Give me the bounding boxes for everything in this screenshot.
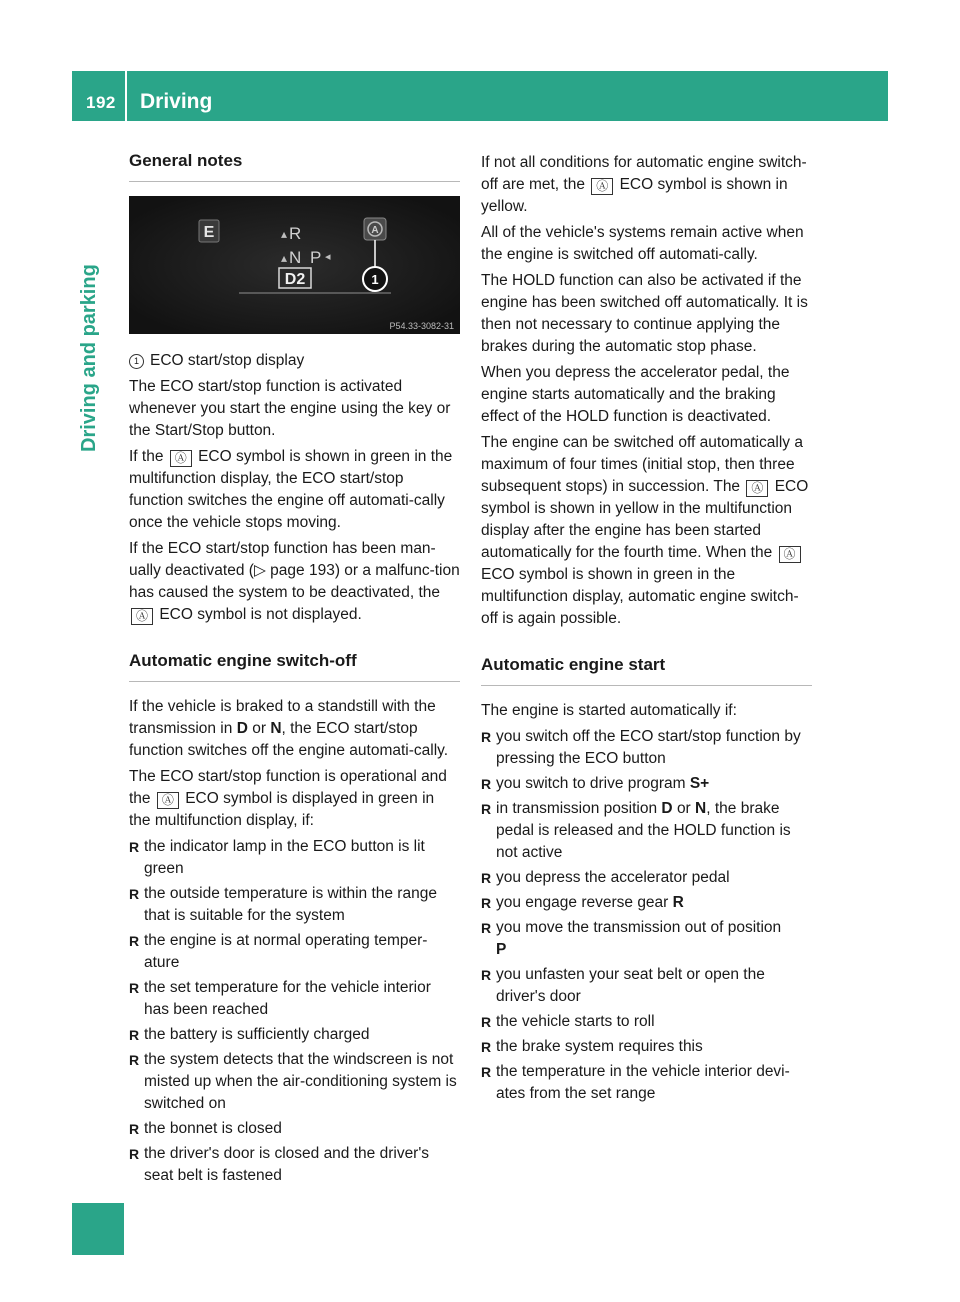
- heading-general-notes: General notes: [129, 150, 460, 182]
- page-reference-link[interactable]: ▷ page 193: [253, 562, 335, 579]
- list-item: R the set temperature for the vehicle interior has been reached: [129, 979, 431, 1018]
- list-item: R you switch off the ECO start/stop function by pressing the ECO button: [481, 728, 801, 767]
- eco-symbol-icon: Ⓐ: [591, 178, 613, 195]
- arrow-up-icon: ▴: [281, 227, 288, 241]
- list-item: R you switch to drive program S+: [481, 773, 812, 795]
- page-header: [72, 71, 888, 121]
- bullet-icon: R: [129, 980, 140, 996]
- paragraph: The engine can be switched off automatically a maximum of four times (initial stop, then three subsequent stops) in succession. The Ⓐ ECO symbol is shown in yellow in the multifunction display after the engine has been started automatically for the fourth time. When the Ⓐ ECO symbol is shown in green in the multifunction display, automatic engine switch-off is again possible.: [481, 434, 809, 627]
- callout-number: 1: [371, 272, 379, 287]
- paragraph: If not all conditions for automatic engine switch-off are met, the Ⓐ ECO symbol is shown in yellow.: [481, 154, 807, 215]
- bullet-icon: R: [481, 776, 492, 792]
- figure-code: P54.33-3082-31: [389, 321, 454, 331]
- list-item: R the engine is at normal operating temper-ature: [129, 932, 428, 971]
- caption-number-icon: 1: [129, 354, 144, 369]
- bullet-icon: R: [129, 1121, 140, 1137]
- page-number: 192: [86, 93, 116, 112]
- bullet-icon: R: [481, 920, 492, 936]
- heading-automatic-engine-switch-off: Automatic engine switch-off: [129, 650, 460, 682]
- bullet-icon: R: [129, 886, 140, 902]
- list-item: R you move the transmission out of position P: [481, 919, 782, 958]
- paragraph: The engine is started automatically if:: [481, 702, 737, 719]
- list-item: R the driver's door is closed and the driver's seat belt is fastened: [129, 1145, 430, 1184]
- eco-symbol-icon: Ⓐ: [157, 792, 179, 809]
- bullet-icon: R: [481, 967, 492, 983]
- eco-display-figure: [129, 196, 460, 334]
- bullet-icon: R: [481, 729, 492, 745]
- bullet-icon: R: [129, 933, 140, 949]
- caption-text: ECO start/stop display: [150, 352, 305, 369]
- sidebar-section-label: Driving and parking: [78, 264, 100, 452]
- paragraph: The HOLD function can also be activated if the engine has been switched off automatically. It is then not necessary to continue applying the brakes during the automatic stop phase.: [481, 272, 808, 355]
- arrow-up-icon: ▴: [281, 251, 288, 265]
- paragraph: The ECO start/stop function is operational and the Ⓐ ECO symbol is displayed in green in the multifunction display, if:: [129, 768, 447, 829]
- eco-symbol-icon: Ⓐ: [170, 450, 192, 467]
- bullet-icon: R: [481, 801, 492, 817]
- header-divider: [125, 71, 127, 121]
- sidebar-marker: [72, 1203, 124, 1255]
- list-item: R the outside temperature is within the range that is suitable for the system: [129, 885, 437, 924]
- eco-icon-glyph: A: [371, 225, 379, 236]
- list-item: R the indicator lamp in the ECO button is lit green: [129, 838, 425, 877]
- bullet-icon: R: [481, 895, 492, 911]
- conditions-list: [129, 836, 460, 1187]
- list-item: R the brake system requires this: [481, 1036, 812, 1058]
- gear-r-label: R: [289, 224, 302, 243]
- paragraph: If the ECO start/stop function has been man-ually deactivated (▷ page 193) or a malfunc-tion has caused the system to be deactivated, the Ⓐ ECO symbol is not displayed.: [129, 540, 460, 623]
- gear-d2-label: D2: [284, 271, 306, 288]
- eco-symbol-icon: Ⓐ: [779, 546, 801, 563]
- bullet-icon: R: [129, 1146, 140, 1162]
- left-column: [129, 150, 460, 1190]
- eco-symbol-icon: Ⓐ: [131, 608, 153, 625]
- list-item: R the battery is sufficiently charged: [129, 1024, 460, 1046]
- arrow-left-icon: ◂: [325, 250, 331, 263]
- gear-n-label: N: [289, 248, 302, 267]
- bullet-icon: R: [129, 1027, 140, 1043]
- paragraph: All of the vehicle's systems remain active when the engine is switched off automati-cally.: [481, 224, 804, 263]
- heading-automatic-engine-start: Automatic engine start: [481, 654, 812, 686]
- bullet-icon: R: [481, 870, 492, 886]
- list-item: R you unfasten your seat belt or open the driver's door: [481, 966, 765, 1005]
- list-item: R the bonnet is closed: [129, 1118, 460, 1140]
- list-item: R the vehicle starts to roll: [481, 1011, 812, 1033]
- bullet-icon: R: [129, 1052, 140, 1068]
- bullet-icon: R: [481, 1014, 492, 1030]
- list-item: R you depress the accelerator pedal: [481, 867, 812, 889]
- paragraph: If the Ⓐ ECO symbol is shown in green in the multifunction display, the ECO start/stop function switches the engine off automati-cally once the vehicle stops moving.: [129, 448, 453, 531]
- gear-p-label: P: [310, 248, 322, 267]
- bullet-icon: R: [129, 839, 140, 855]
- bullet-icon: R: [481, 1064, 492, 1080]
- chapter-title: Driving: [140, 90, 213, 113]
- right-column: [481, 152, 812, 1108]
- bullet-icon: R: [481, 1039, 492, 1055]
- paragraph: When you depress the accelerator pedal, the engine starts automatically and the braking effect of the HOLD function is deactivated.: [481, 364, 790, 425]
- list-item: R the temperature in the vehicle interior devi-ates from the set range: [481, 1063, 790, 1102]
- multifunction-display-illustration: [129, 196, 460, 334]
- mode-e-label: E: [203, 224, 215, 241]
- figure-caption: [129, 350, 460, 372]
- paragraph: If the vehicle is braked to a standstill with the transmission in D or N, the ECO start/stop function switches off the engine automati-cally.: [129, 698, 449, 759]
- paragraph: The ECO start/stop function is activated whenever you start the engine using the key or the Start/Stop button.: [129, 378, 451, 439]
- list-item: R you engage reverse gear R: [481, 892, 812, 914]
- list-item: R the system detects that the windscreen is not misted up when the air-conditioning system is switched on: [129, 1051, 457, 1112]
- list-item: R in transmission position D or N, the brake pedal is released and the HOLD function is not active: [481, 800, 791, 861]
- eco-symbol-icon: Ⓐ: [746, 480, 768, 497]
- start-conditions-list: [481, 726, 812, 1105]
